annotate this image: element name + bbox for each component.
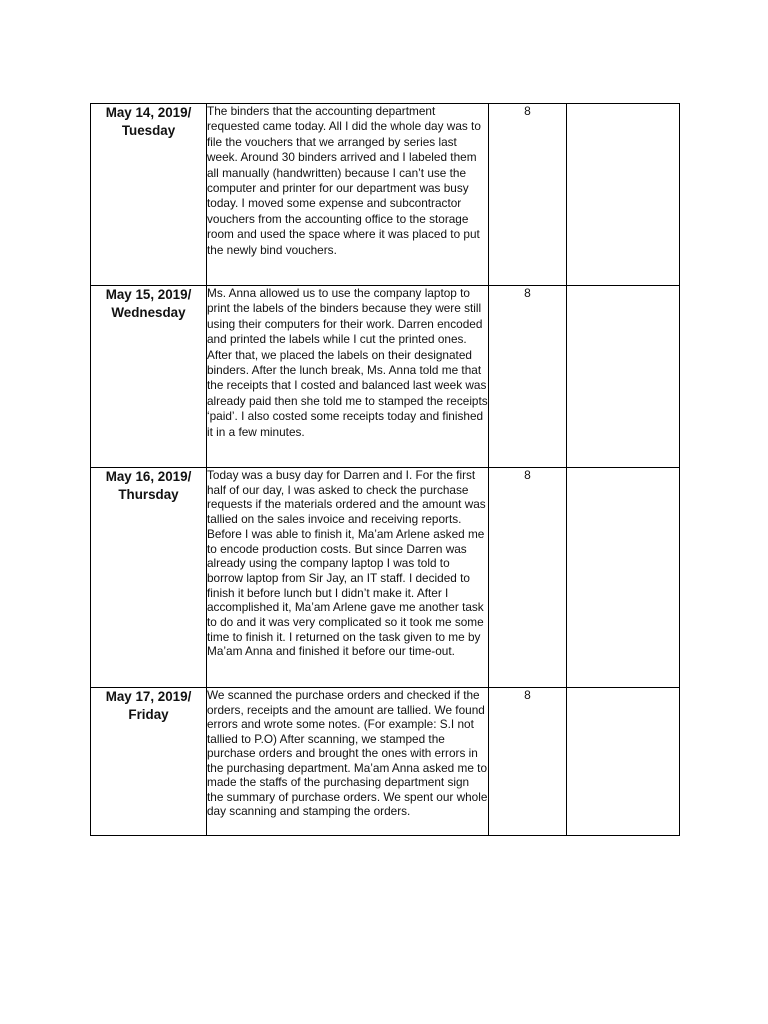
daily-journal-table	[90, 103, 680, 836]
signature-cell	[567, 286, 680, 468]
entry-day: Thursday	[118, 486, 179, 502]
entry-description: Today was a busy day for Darren and I. For the first half of our day, I was asked to check the purchase requests if the materials ordered and the amount was tallied on the sales invoice and receiving reports. Before I was able to finish it, Ma’am Arlene asked me to encode production costs. But since Darren was already using the company laptop I was told to borrow laptop from Sir Jay, an IT staff. I decided to finish it before lunch but I didn’t make it. After I accomplished it, Ma’am Arlene gave me another task to do and it was very complicated so it took me some time to finish it. I returned on the task given to me by Ma’am Anna and finished it before our time-out.	[207, 468, 489, 688]
signature-cell	[567, 468, 680, 688]
entry-day: Friday	[128, 706, 169, 722]
table-row	[91, 468, 680, 688]
entry-hours: 8	[489, 468, 567, 688]
date-cell	[91, 286, 207, 468]
table-row	[91, 104, 680, 286]
entry-description: The binders that the accounting department requested came today. All I did the whole day was to file the vouchers that we arranged by series last week. Around 30 binders arrived and I labeled them all manually (handwritten) because I can’t use the computer and printer for our department was busy today. I moved some expense and subcontractor vouchers from the accounting office to the storage room and used the space where it was placed to put the newly bind vouchers.	[207, 104, 489, 286]
date-cell	[91, 688, 207, 836]
entry-date: May 15, 2019/	[105, 287, 192, 302]
signature-cell	[567, 688, 680, 836]
date-cell	[91, 468, 207, 688]
entry-date: May 16, 2019/	[105, 469, 192, 484]
entry-day: Tuesday	[121, 122, 176, 138]
entry-date: May 17, 2019/	[105, 689, 192, 704]
entry-hours: 8	[489, 104, 567, 286]
entry-day: Wednesday	[111, 304, 186, 320]
entry-description: Ms. Anna allowed us to use the company laptop to print the labels of the binders because they were still using their computers for their work. Darren encoded and printed the labels while I cut the printed ones. After that, we placed the labels on their designated binders. After the lunch break, Ms. Anna told me that the receipts that I costed and balanced last week was already paid then she told me to stamped the receipts ‘paid’. I also costed some receipts today and finished it in a few minutes.	[207, 286, 489, 468]
date-cell	[91, 104, 207, 286]
entry-hours: 8	[489, 286, 567, 468]
entry-description: We scanned the purchase orders and checked if the orders, receipts and the amount are tallied. We found errors and wrote some notes. (For example: S.I not tallied to P.O) After scanning, we stamped the purchase orders and brought the ones with errors in the purchasing department. Ma’am Anna asked me to made the staffs of the purchasing department sign the summary of purchase orders. We spent our whole day scanning and stamping the orders.	[207, 688, 489, 836]
entry-hours: 8	[489, 688, 567, 836]
table-row	[91, 688, 680, 836]
table-row	[91, 286, 680, 468]
entry-date: May 14, 2019/	[105, 105, 192, 120]
signature-cell	[567, 104, 680, 286]
